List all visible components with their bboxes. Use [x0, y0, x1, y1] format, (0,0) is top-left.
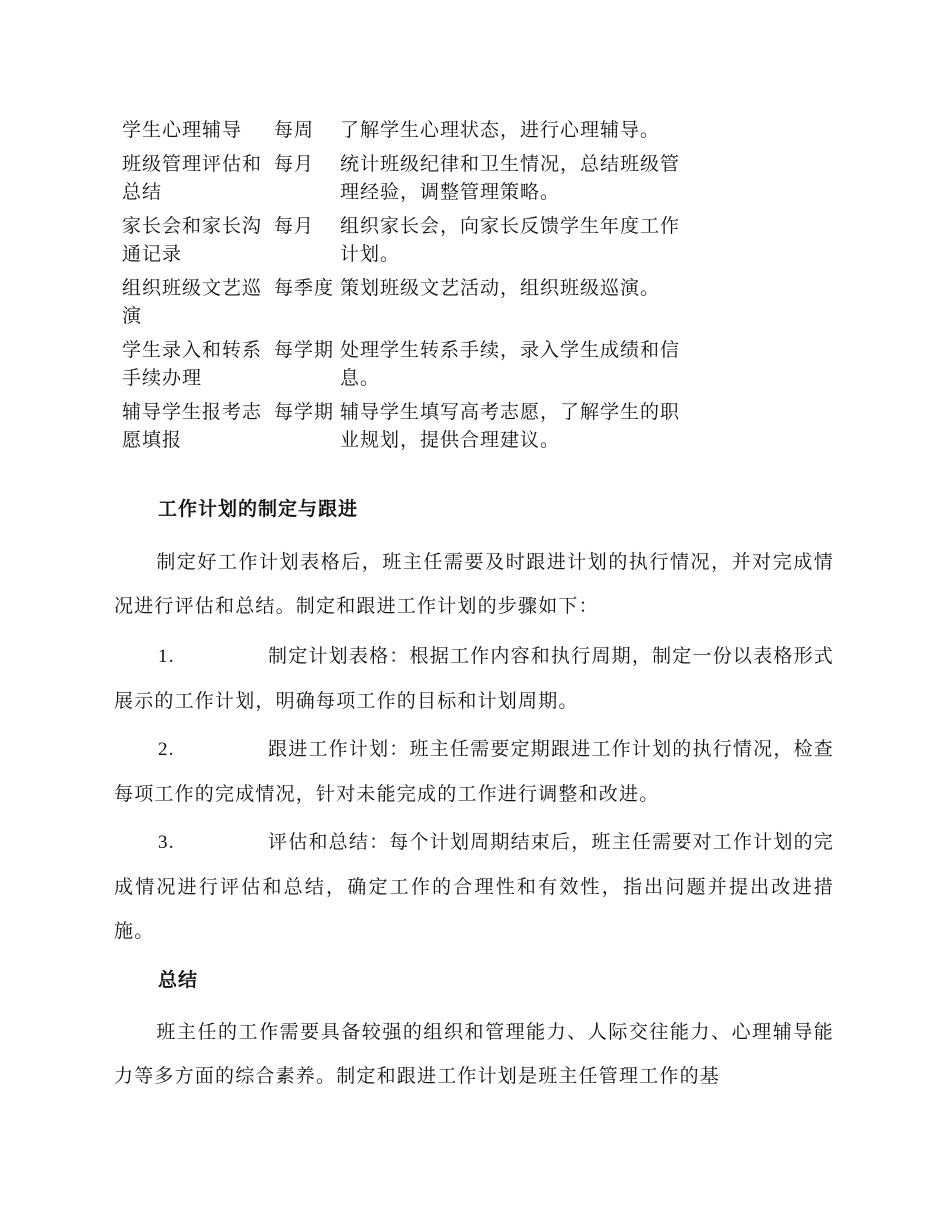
table-cell-frequency: 每学期 [274, 401, 335, 423]
table-cell-item: 家长会和家长沟通记录 [122, 215, 263, 265]
paragraph-summary-text: 班主任的工作需要具备较强的组织和管理能力、人际交往能力、心理辅导能力等多方面的综合素养。制定和跟进工作计划是班主任管理工作的基 [114, 1021, 834, 1087]
table-cell-description: 辅导学生填写高考志愿，了解学生的职业规划，提供合理建议。 [340, 401, 681, 451]
list-item-step-3 [114, 820, 834, 953]
paragraph-intro-text: 制定好工作计划表格后，班主任需要及时跟进计划的执行情况，并对完成情况进行评估和总结。制定和跟进工作计划的步骤如下： [114, 551, 834, 617]
section-heading-plan: 工作计划的制定与跟进 [158, 498, 359, 520]
table-cell-item: 组织班级文艺巡演 [122, 277, 263, 327]
table-cell-frequency: 每学期 [274, 339, 335, 361]
list-item-text: 评估和总结：每个计划周期结束后，班主任需要对工作计划的完成情况进行评估和总结，确定工作的合理性和有效性，指出问题并提出改进措施。 [114, 831, 834, 942]
list-item-text: 制定计划表格：根据工作内容和执行周期，制定一份以表格形式展示的工作计划，明确每项工作的目标和计划周期。 [114, 645, 834, 712]
table-cell-description: 了解学生心理状态，进行心理辅导。 [340, 119, 661, 141]
paragraph-intro [114, 540, 834, 628]
paragraph-summary [114, 1010, 834, 1098]
table-row [116, 398, 680, 460]
table-cell-item: 辅导学生报考志愿填报 [122, 401, 263, 451]
table-cell-description: 处理学生转系手续，录入学生成绩和信息。 [340, 339, 681, 389]
table-row [116, 274, 680, 336]
work-plan-table [116, 116, 680, 460]
table-cell-description: 组织家长会，向家长反馈学生年度工作计划。 [340, 215, 681, 265]
table-cell-frequency: 每周 [274, 119, 315, 141]
table-cell-description: 统计班级纪律和卫生情况，总结班级管理经验，调整管理策略。 [340, 153, 681, 203]
table-cell-frequency: 每月 [274, 153, 315, 175]
table-row [116, 336, 680, 398]
table-cell-item: 学生心理辅导 [122, 119, 243, 141]
table-row [116, 212, 680, 274]
section-heading-summary: 总结 [158, 969, 199, 991]
list-number: 1. [158, 646, 175, 667]
table-row [116, 150, 680, 212]
table-cell-item: 学生录入和转系手续办理 [122, 339, 263, 389]
table-row [116, 116, 680, 150]
list-item-step-1 [114, 634, 834, 723]
table-cell-item: 班级管理评估和总结 [122, 153, 263, 203]
list-number: 3. [158, 832, 175, 853]
list-item-text: 跟进工作计划：班主任需要定期跟进工作计划的执行情况，检查每项工作的完成情况，针对未能完成的工作进行调整和改进。 [114, 738, 834, 805]
list-number: 2. [158, 739, 175, 760]
table-cell-frequency: 每季度 [274, 277, 335, 299]
table-cell-description: 策划班级文艺活动，组织班级巡演。 [340, 277, 661, 299]
table-cell-frequency: 每月 [274, 215, 315, 237]
list-item-step-2 [114, 727, 834, 816]
